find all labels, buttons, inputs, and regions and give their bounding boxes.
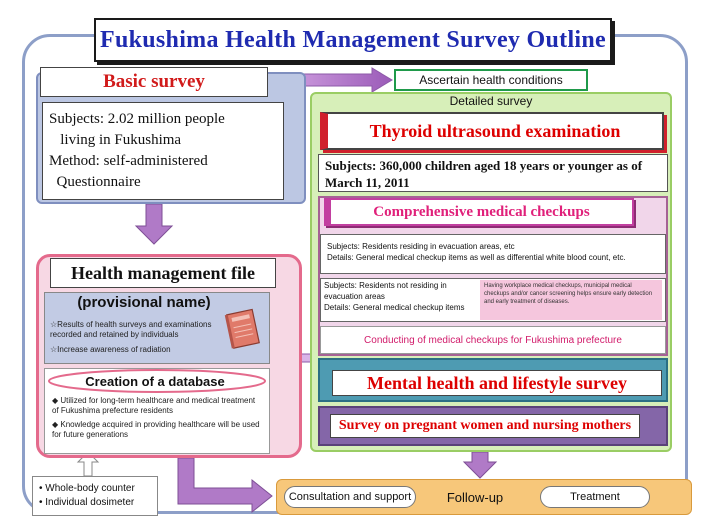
- comprehensive-detail-evacuation: [320, 234, 666, 274]
- database-heading: Creation of a database: [85, 373, 225, 389]
- notebook-icon: [222, 306, 262, 352]
- arrow-basic-to-file: [136, 204, 172, 244]
- provisional-name-label: (provisional name): [77, 294, 211, 311]
- file-bullet-results: ☆Results of health surveys and examinations recorded and retained by individuals: [50, 320, 212, 339]
- thyroid-subjects: Subjects: 360,000 children aged 18 years or younger as of March 11, 2011: [318, 154, 668, 192]
- workplace-checkup-note: Having workplace medical checkups, municipal medical checkups and/or cancer screening helps ensure early detection and early treatment of diseases.: [480, 280, 662, 320]
- detail-details: Details: General medical checkup items as well as differential white blood count, etc.: [327, 253, 626, 262]
- page-title: Fukushima Health Management Survey Outline: [94, 18, 612, 62]
- health-management-file-heading: Health management file: [50, 258, 276, 288]
- basic-survey-body: [42, 102, 284, 200]
- arrow-detailed-to-followup: [464, 452, 496, 478]
- pregnant-survey-heading: Survey on pregnant women and nursing mothers: [330, 414, 640, 438]
- counter-item: • Individual dosimeter: [39, 497, 135, 508]
- treatment-pill: Treatment: [540, 486, 650, 508]
- database-bullet-text: Utilized for long-term healthcare and medical treatment of Fukushima prefecture residents: [52, 396, 256, 415]
- basic-line: Questionnaire: [49, 174, 141, 190]
- database-bullet-text: Knowledge acquired in providing healthcare will be used for future generations: [52, 420, 260, 439]
- basic-line: Method: self-administered: [49, 153, 208, 169]
- database-bullet-knowledge: ◆ Knowledge acquired in providing healthcare will be used for future generations: [52, 420, 260, 439]
- detail-subjects: Subjects: Residents not residing in evacuation areas: [324, 281, 447, 301]
- followup-label: Follow-up: [446, 489, 504, 505]
- basic-line: Subjects: 2.02 million people: [49, 111, 225, 127]
- basic-survey-heading: Basic survey: [40, 67, 268, 97]
- file-bullet-awareness: ☆Increase awareness of radiation: [50, 345, 171, 354]
- comprehensive-checkups-heading: Comprehensive medical checkups: [324, 198, 634, 226]
- detailed-survey-heading: Detailed survey: [449, 94, 533, 108]
- counter-item: • Whole-body counter: [39, 483, 135, 494]
- mental-health-heading: Mental health and lifestyle survey: [332, 370, 662, 396]
- comprehensive-detail-non-evacuation-text: [324, 280, 480, 320]
- prefecture-checkups-banner: Conducting of medical checkups for Fukushima prefecture: [320, 326, 666, 354]
- database-bullet-long-term: ◆ Utilized for long-term healthcare and medical treatment of Fukushima prefecture residents: [52, 396, 256, 415]
- detail-details: Details: General medical checkup items: [324, 303, 465, 312]
- ascertain-health-conditions: Ascertain health conditions: [394, 69, 588, 91]
- detail-subjects: Subjects: Residents residing in evacuation areas, etc: [327, 242, 515, 251]
- consultation-support-pill: Consultation and support: [284, 486, 416, 508]
- arrow-file-to-followup: [178, 458, 272, 512]
- basic-line: living in Fukushima: [49, 132, 182, 148]
- dosimeter-box: [32, 476, 158, 516]
- thyroid-heading: Thyroid ultrasound examination: [320, 112, 664, 150]
